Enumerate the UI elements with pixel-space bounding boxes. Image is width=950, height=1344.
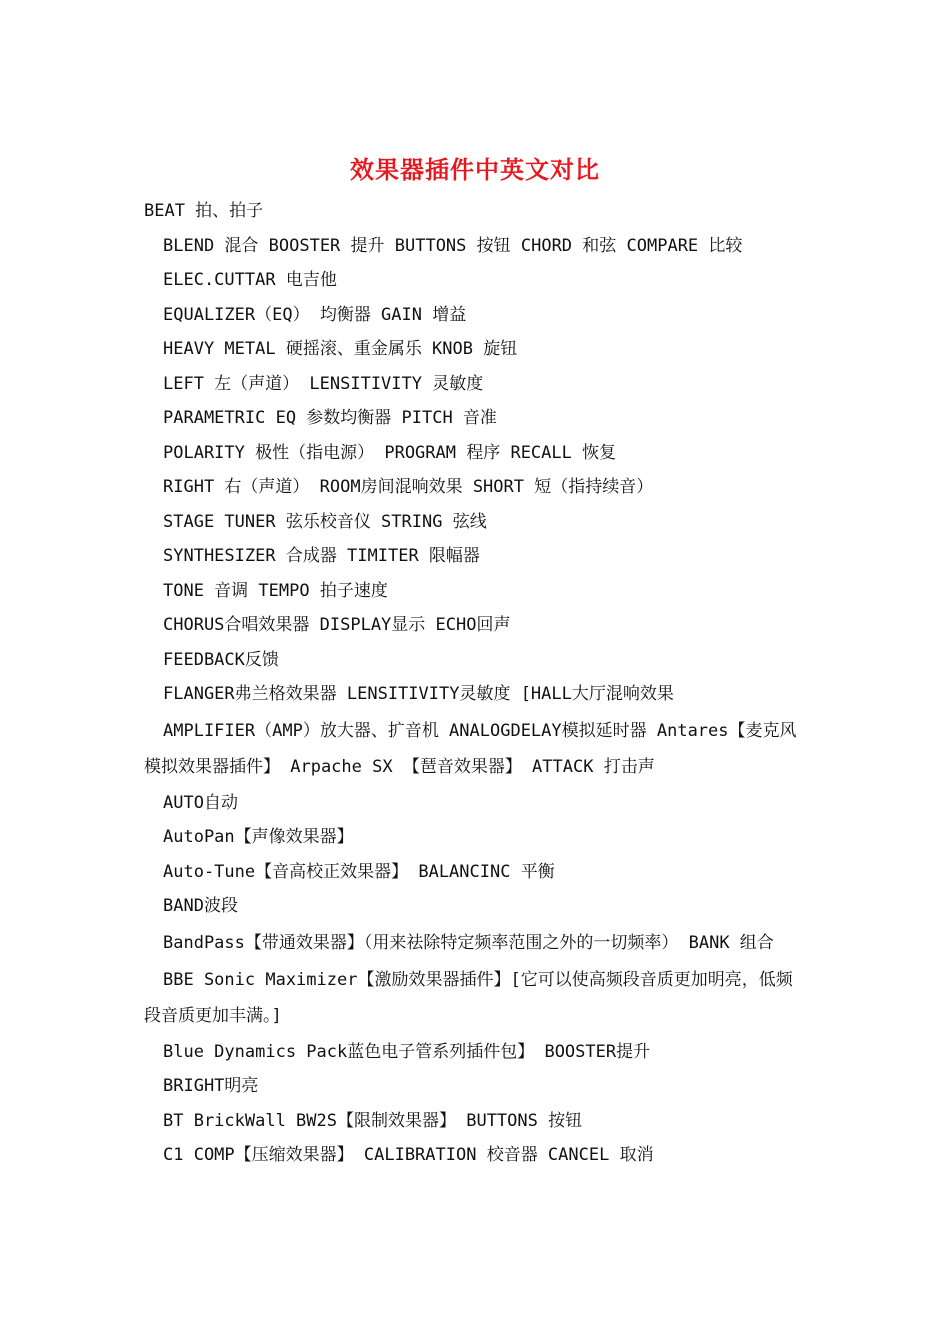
glossary-line: TONE 音调 TEMPO 拍子速度 <box>163 580 388 601</box>
glossary-line: AutoPan【声像效果器】 <box>163 827 354 847</box>
glossary-line: FLANGER弗兰格效果器 LENSITIVITY灵敏度 [HALL大厅混响效果 <box>163 684 674 704</box>
glossary-line: AMPLIFIER（AMP）放大器、扩音机 ANALOGDELAY模拟延时器 Antares【麦克风模拟效果器插件】 Arpache SX 【琶音效果器】 ATTACK 打击声 <box>144 720 797 777</box>
glossary-line: PARAMETRIC EQ 参数均衡器 PITCH 音准 <box>163 408 497 428</box>
glossary-line: HEAVY METAL 硬摇滚、重金属乐 KNOB 旋钮 <box>163 339 518 359</box>
glossary-line: AUTO自动 <box>163 792 238 813</box>
glossary-line: BBE Sonic Maximizer【激励效果器插件】[它可以使高频段音质更加明亮，低频段音质更加丰满。] <box>144 969 793 1026</box>
glossary-line: SYNTHESIZER 合成器 TIMITER 限幅器 <box>163 546 480 566</box>
glossary-line: FEEDBACK反馈 <box>163 649 279 670</box>
glossary-list <box>144 194 804 1173</box>
glossary-line: POLARITY 极性（指电源） PROGRAM 程序 RECALL 恢复 <box>163 442 617 463</box>
glossary-line: LEFT 左（声道） LENSITIVITY 灵敏度 <box>163 373 484 394</box>
glossary-line: EQUALIZER（EQ） 均衡器 GAIN 增益 <box>163 304 467 325</box>
glossary-line: BEAT 拍、拍子 <box>144 201 264 221</box>
glossary-line: RIGHT 右（声道） ROOM房间混响效果 SHORT 短（指持续音） <box>163 477 654 497</box>
glossary-line: BT BrickWall BW2S【限制效果器】 BUTTONS 按钮 <box>163 1110 583 1131</box>
glossary-line: Auto-Tune【音高校正效果器】 BALANCINC 平衡 <box>163 861 555 882</box>
glossary-line: CHORUS合唱效果器 DISPLAY显示 ECHO回声 <box>163 615 511 635</box>
glossary-line: BAND波段 <box>163 896 238 916</box>
glossary-line: C1 COMP【压缩效果器】 CALIBRATION 校音器 CANCEL 取消 <box>163 1145 654 1165</box>
glossary-line: BandPass【带通效果器】（用来祛除特定频率范围之外的一切频率） BANK 组合 <box>163 932 774 953</box>
document-title: 效果器插件中英文对比 <box>350 155 600 184</box>
glossary-line: BLEND 混合 BOOSTER 提升 BUTTONS 按钮 CHORD 和弦 COMPARE 比较 <box>163 235 743 256</box>
glossary-line: Blue Dynamics Pack蓝色电子管系列插件包】 BOOSTER提升 <box>163 1041 651 1062</box>
glossary-line: ELEC.CUTTAR 电吉他 <box>163 270 337 290</box>
glossary-line: STAGE TUNER 弦乐校音仪 STRING 弦线 <box>163 511 487 532</box>
glossary-line: BRIGHT明亮 <box>163 1076 259 1096</box>
